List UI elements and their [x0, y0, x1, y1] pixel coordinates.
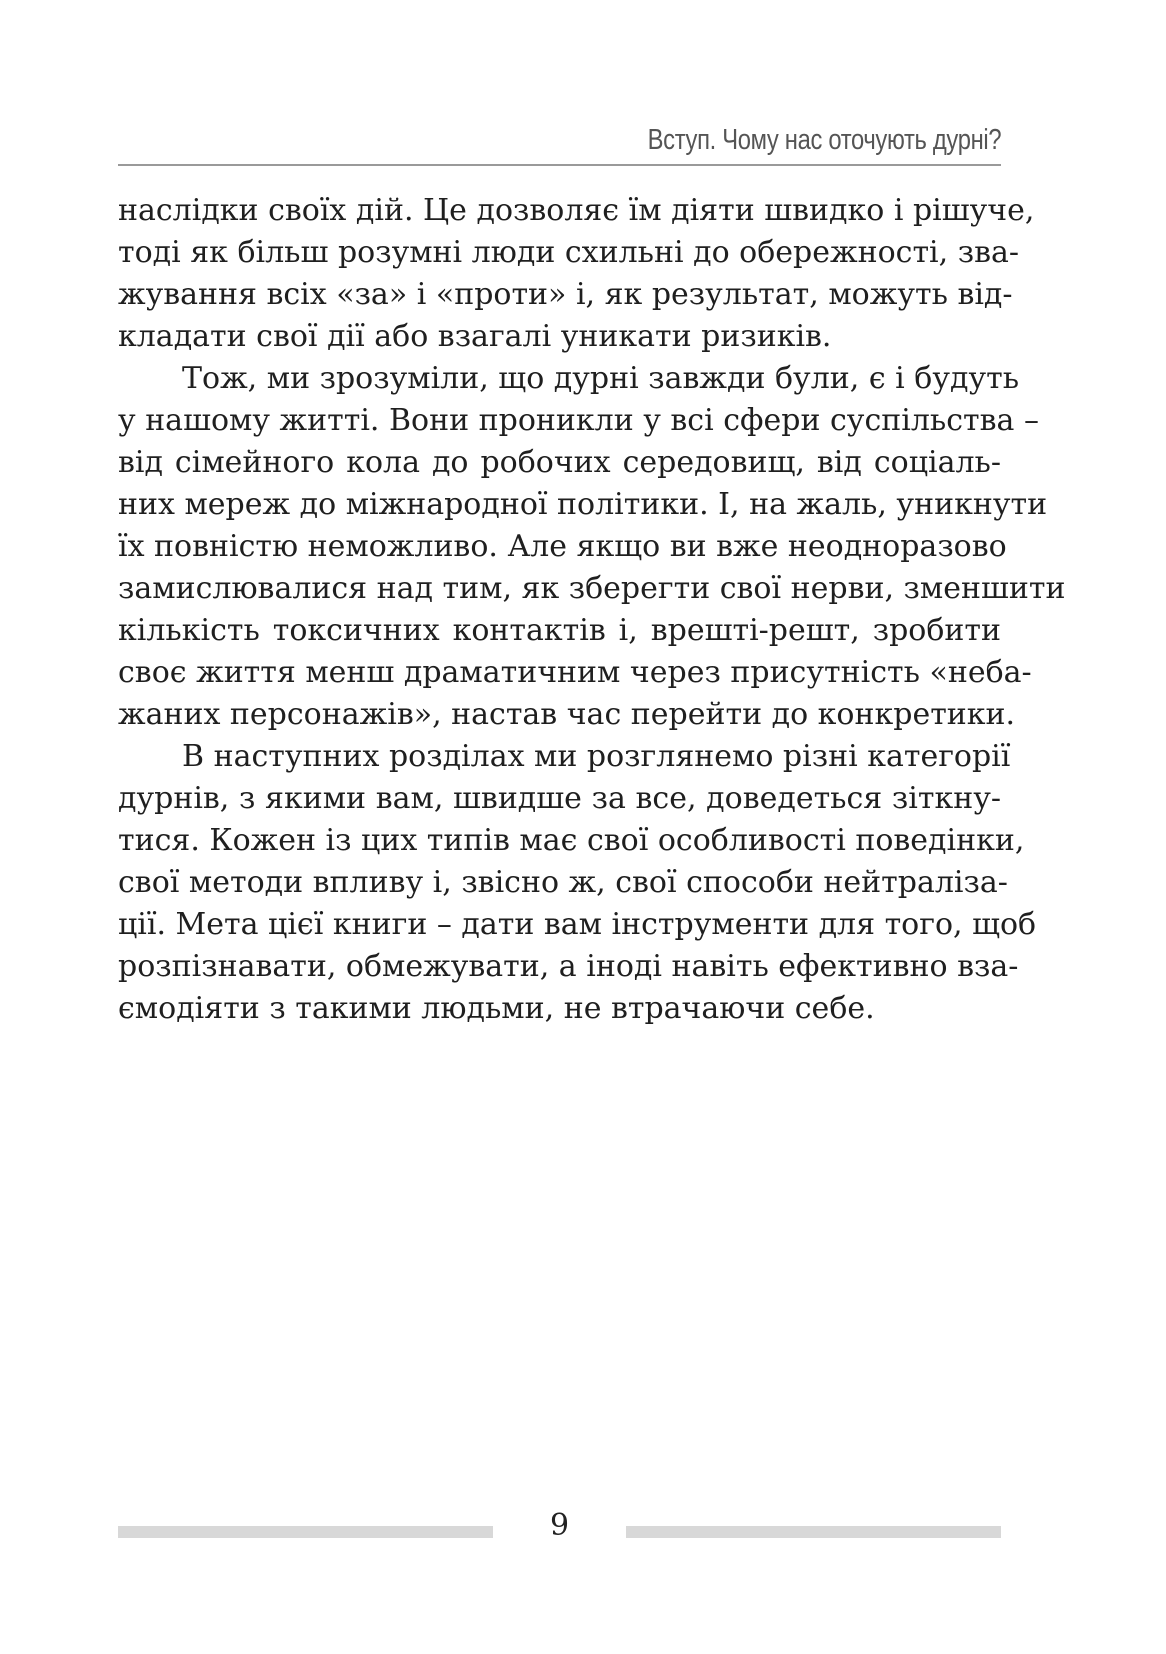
text-line: ції. Мета цієї книги – дати вам інструменти для того, щоб	[118, 907, 1037, 942]
paragraph-3	[118, 736, 1037, 1030]
text-line: тоді як більш розумні люди схильні до обережності, зва-	[118, 235, 1019, 270]
body-text	[118, 190, 1066, 1030]
text-line: від сімейного кола до робочих середовищ, від соціаль-	[118, 445, 1001, 480]
page-number: 9	[549, 1508, 570, 1543]
running-head-title: Вступ. Чому нас оточують дурні?	[647, 124, 1001, 156]
footer-rule-right	[626, 1526, 1001, 1538]
text-line: своє життя менш драматичним через присутність «неба-	[118, 655, 1032, 690]
paragraph-1	[118, 190, 1035, 358]
text-line: розпізнавати, обмежувати, а іноді навіть ефективно вза-	[118, 949, 1019, 984]
text-line: них мереж до міжнародної політики. І, на жаль, уникнути	[118, 487, 1048, 522]
text-line: свої методи впливу і, звісно ж, свої способи нейтраліза-	[118, 865, 1008, 900]
text-line: тися. Кожен із цих типів має свої особливості поведінки,	[118, 823, 1025, 858]
text-line: Тож, ми зрозуміли, що дурні завжди були, є і будуть	[182, 361, 1020, 396]
text-line: жування всіх «за» і «проти» і, як результат, можуть від-	[118, 277, 1013, 312]
text-line: наслідки своїх дій. Це дозволяє їм діяти швидко і рішуче,	[118, 193, 1035, 228]
running-header	[118, 118, 1001, 166]
page-footer	[118, 1508, 1001, 1548]
paragraph-2	[118, 358, 1066, 736]
text-line: кількість токсичних контактів і, врешті-решт, зробити	[118, 613, 1001, 648]
text-line: ємодіяти з такими людьми, не втрачаючи себе.	[118, 991, 875, 1026]
text-line: замислювалися над тим, як зберегти свої нерви, зменшити	[118, 571, 1066, 606]
text-line: кладати свої дії або взагалі уникати ризиків.	[118, 319, 832, 354]
text-line: дурнів, з якими вам, швидше за все, доведеться зіткну-	[118, 781, 1001, 816]
text-line: В наступних розділах ми розглянемо різні категорії	[182, 739, 1011, 774]
text-line: їх повністю неможливо. Але якщо ви вже неодноразово	[118, 529, 1007, 564]
text-line: у нашому житті. Вони проникли у всі сфери суспільства –	[118, 403, 1039, 438]
text-line: жаних персонажів», настав час перейти до конкретики.	[118, 697, 1016, 732]
